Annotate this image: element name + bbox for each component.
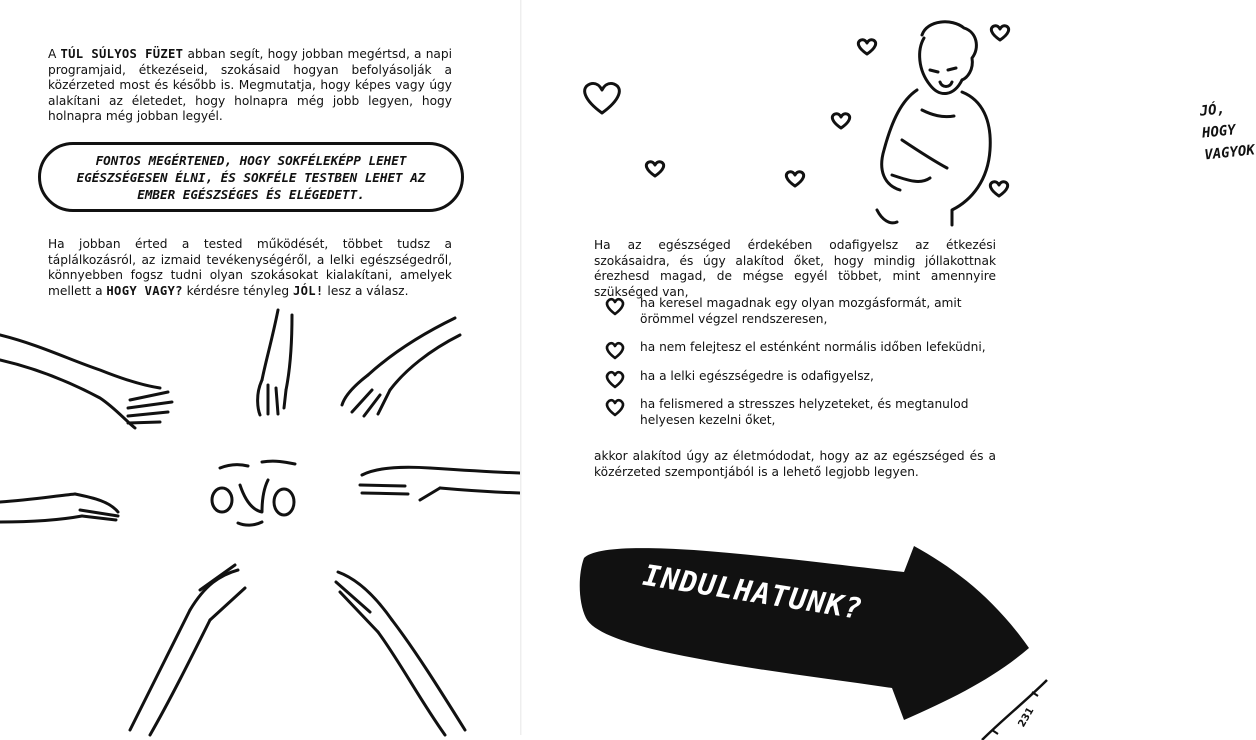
list-item-text: ha felismered a stresszes helyzeteket, és megtanulod helyesen kezelni őket,: [640, 397, 969, 427]
face-drawing: [212, 461, 295, 525]
heart-icon: [605, 370, 625, 389]
hand-drawing-top-right: [342, 318, 460, 416]
answer-highlight: JÓL!: [293, 283, 324, 298]
list-item-text: ha keresel magadnak egy olyan mozgásformát, amit örömmel végzel rendszeresen,: [640, 296, 962, 326]
habits-list: [602, 296, 1002, 442]
intro-text-start: A: [48, 47, 61, 61]
hand-drawing-mid-right: [360, 467, 520, 500]
list-item: [602, 296, 1002, 327]
speech-text: [1199, 96, 1256, 167]
book-title: TÚL SÚLYOS FÜZET: [60, 47, 184, 61]
heart-icon: [786, 172, 803, 186]
list-item: [602, 340, 1002, 356]
list-item: [602, 369, 1002, 385]
question-highlight: HOGY VAGY?: [106, 283, 183, 298]
speech-line-1: JÓ, HOGY: [1199, 101, 1237, 142]
callout-box: FONTOS MEGÉRTENED, HOGY SOKFÉLEKÉPP LEHET EGÉSZSÉGESEN ÉLNI, ÉS SOKFÉLE TESTBEN LEHET AZ EMBER EGÉSZSÉGES ÉS ELÉGEDETT.: [38, 142, 464, 212]
hand-drawing-top-left: [0, 335, 172, 428]
hands-illustration: [0, 290, 520, 735]
heart-icon: [832, 114, 849, 128]
page-number: 231: [1016, 705, 1037, 730]
intro-paragraph: [48, 47, 452, 125]
para2-text-end: lesz a válasz.: [323, 283, 409, 298]
list-item: [602, 397, 1002, 428]
person-hugging-drawing: [877, 22, 990, 225]
speech-line-2: VAGYOK: [1203, 142, 1256, 164]
right-intro-paragraph: Ha az egészséged érdekében odafigyelsz az étkezési szokásaidra, és úgy alakítod őket, hogy mindig jóllakottnak érezhesd magad, de mégse egyél többet, mint amennyire szükséged van,: [594, 238, 996, 299]
heart-icon: [585, 83, 620, 113]
heart-icon: [605, 297, 625, 316]
heart-icon: [858, 40, 875, 54]
heart-icon: [991, 26, 1008, 40]
right-page: [522, 0, 1256, 735]
intro-text-rest: abban segít, hogy jobban megértsd, a napi programjaid, étkezéseid, szokásaid hogyan befolyásolják a közérzeted most és később is. Megmutatja, hogy képes vagy úgy alakítani az életedet, hogy holnapra még jobb legyen, hogy holnapra még jobban legyél.: [48, 47, 453, 124]
heart-icon: [605, 341, 625, 360]
list-item-text: ha a lelki egészségedre is odafigyelsz,: [640, 368, 874, 383]
list-item-text: ha nem felejtesz el esténként normális időben lefeküdni,: [640, 340, 986, 355]
heart-icon: [990, 182, 1007, 196]
hand-drawing-bottom-left: [130, 565, 245, 735]
heart-icon: [646, 162, 663, 176]
page-corner-decoration: [972, 670, 1052, 740]
hand-drawing-mid-left: [0, 494, 118, 522]
left-page: [0, 0, 522, 735]
para2-text-middle: kérdésre tényleg: [182, 283, 293, 298]
heart-icon: [605, 398, 625, 417]
closing-paragraph: akkor alakítod úgy az életmódodat, hogy az az egészséged és a közérzeted szempontjából is a lehető legjobb legyen.: [594, 449, 996, 479]
para2-text-start: Ha jobban érted a tested működését, többet tudsz a táplálkozásról, az izmaid tevékenységéről, a lelki egészségedről, könnyebben fogsz tudni olyan szokásokat kialakítani, amelyek mellett a: [48, 237, 452, 298]
arrow-label: INDULHATUNK?: [640, 557, 865, 627]
hand-drawing-top: [258, 310, 292, 415]
hand-drawing-bottom-right: [336, 572, 465, 735]
